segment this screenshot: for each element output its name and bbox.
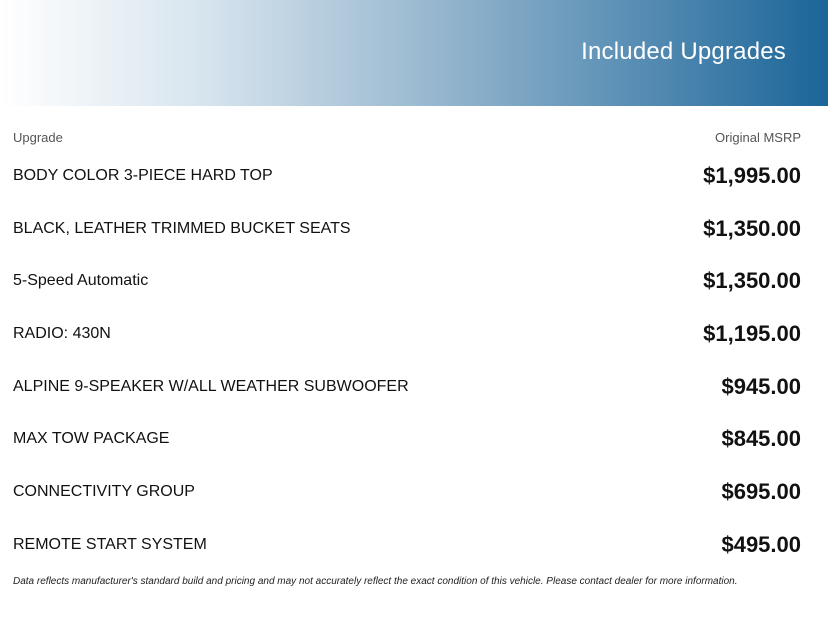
upgrade-row (13, 308, 801, 361)
upgrade-price: $495.00 (721, 531, 801, 557)
upgrade-row (13, 466, 801, 519)
upgrade-price: $1,350.00 (703, 268, 801, 294)
upgrade-row (13, 203, 801, 256)
header-banner (0, 0, 828, 106)
upgrade-price: $945.00 (721, 373, 801, 399)
column-header-upgrade: Upgrade (13, 130, 63, 145)
upgrade-name: 5-Speed Automatic (13, 272, 149, 290)
upgrade-row (13, 255, 801, 308)
upgrade-price: $695.00 (721, 479, 801, 505)
upgrade-name: ALPINE 9-SPEAKER W/ALL WEATHER SUBWOOFER (13, 377, 409, 395)
upgrade-row (13, 150, 801, 203)
upgrade-price: $1,995.00 (703, 163, 801, 188)
column-header-msrp: Original MSRP (715, 130, 801, 145)
upgrade-price: $1,195.00 (703, 321, 801, 347)
disclaimer-text: Data reflects manufacturer's standard build and pricing and may not accurately reflect the exact condition of this vehicle. Please contact dealer for more information. (13, 576, 738, 587)
upgrade-row (13, 361, 801, 414)
page-title: Included Upgrades (581, 38, 786, 65)
upgrade-row (13, 413, 801, 466)
upgrade-name: REMOTE START SYSTEM (13, 535, 207, 553)
upgrade-row (13, 519, 801, 572)
upgrades-list (13, 150, 801, 572)
upgrade-name: BLACK, LEATHER TRIMMED BUCKET SEATS (13, 219, 351, 237)
upgrade-name: RADIO: 430N (13, 325, 111, 343)
upgrade-price: $1,350.00 (703, 215, 801, 241)
upgrade-name: CONNECTIVITY GROUP (13, 483, 195, 501)
upgrade-name: MAX TOW PACKAGE (13, 430, 170, 448)
upgrade-name: BODY COLOR 3-PIECE HARD TOP (13, 167, 273, 184)
upgrade-price: $845.00 (721, 426, 801, 452)
